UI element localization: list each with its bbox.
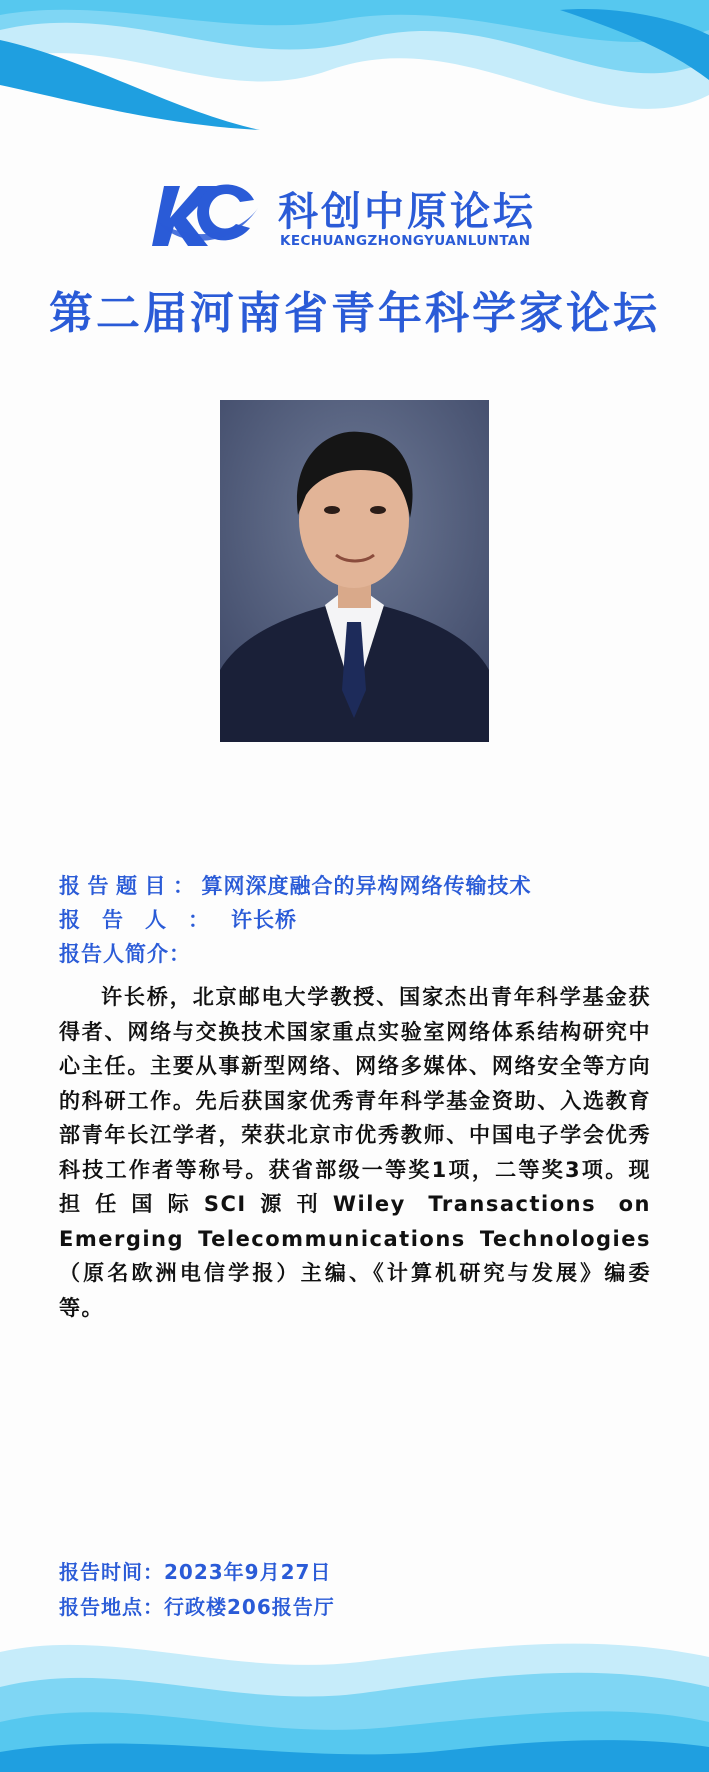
kc-logo-icon (150, 178, 260, 253)
speaker-intro-label: 报告人简介： (59, 942, 191, 966)
report-topic: 算网深度融合的异构网络传输技术 (201, 874, 532, 898)
top-wave-decoration (0, 0, 709, 150)
speaker-intro-row (59, 938, 659, 968)
speaker-bio: 许长桥，北京邮电大学教授、国家杰出青年科学基金获得者、网络与交换技术国家重点实验室网络体系结构研究中心主任。主要从事新型网络、网络多媒体、网络安全等方向的科研工作。先后获国家优秀青年科学基金资助、入选教育部青年长江学者，荣获北京市优秀教师、中国电子学会优秀科技工作者等称号。获省部级一等奖1项，二等奖3项。现担任国际SCI源刊Wiley Transactions on Emerging Telecommunications Technologies（原名欧洲电信学报）主编、《计算机研究与发展》编委等。 (59, 985, 651, 1320)
logo-english-name: KECHUANGZHONGYUANLUNTAN (280, 233, 531, 249)
report-place-label: 报告地点： (59, 1595, 164, 1619)
report-time-row (59, 1556, 659, 1585)
logo-chinese-name: 科创中原论坛 (278, 189, 536, 235)
report-time: 2023年9月27日 (164, 1560, 332, 1584)
report-topic-label: 报告题目： (59, 874, 202, 898)
speaker-photo (220, 400, 489, 742)
report-speaker-row (59, 904, 659, 934)
report-time-label: 报告时间： (59, 1560, 164, 1584)
report-topic-row (59, 870, 659, 900)
report-speaker-label: 报告人： (59, 908, 231, 932)
report-place-row (59, 1591, 659, 1620)
forum-logo (150, 178, 570, 253)
forum-title: 第二届河南省青年科学家论坛 (49, 288, 660, 339)
report-place: 行政楼206报告厅 (164, 1595, 335, 1619)
report-speaker: 许长桥 (231, 908, 297, 932)
bottom-wave-decoration (0, 1632, 709, 1772)
